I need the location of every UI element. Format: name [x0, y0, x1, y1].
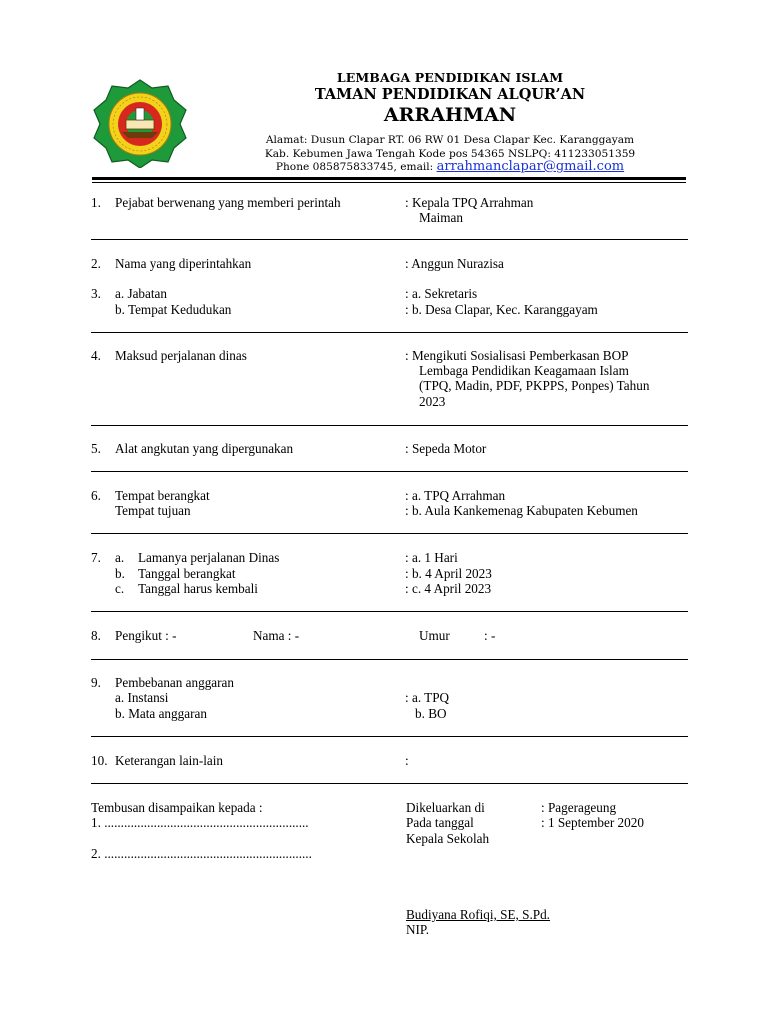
issued-at-label: Dikeluarkan di: [406, 800, 485, 815]
signer-name: Budiyana Rofiqi, SE, S.Pd.: [406, 907, 550, 922]
item-7-letter-c: c.: [115, 581, 125, 596]
email-link[interactable]: arrahmanclapar@gmail.com: [436, 159, 625, 174]
item-2-number: 2.: [91, 256, 101, 271]
item-9-value-a: : a. TPQ: [405, 690, 450, 705]
letterhead-address-2: Kab. Kebumen Jawa Tengah Kode pos 54365 NSLPQ: 411233051359: [264, 148, 636, 160]
item-6-number: 6.: [91, 488, 101, 503]
item-2-label: Nama yang diperintahkan: [115, 256, 252, 271]
item-8-umur-label: Umur: [419, 628, 450, 643]
item-4-label: Maksud perjalanan dinas: [115, 348, 247, 363]
signer-nip: NIP.: [406, 922, 430, 937]
letterhead-subtitle: TAMAN PENDIDIKAN ALQUR’AN: [314, 86, 586, 103]
item-9-label: Pembebanan anggaran: [115, 675, 235, 690]
item-7-label-a: Lamanya perjalanan Dinas: [138, 550, 280, 565]
issued-at-value: : Pagerageung: [541, 800, 617, 815]
tembusan-line-2: 2. ...............................................................: [91, 846, 312, 861]
item-8-pengikut: Pengikut : -: [115, 628, 177, 643]
item-7-number: 7.: [91, 550, 101, 565]
divider: [91, 471, 688, 472]
divider: [91, 533, 688, 534]
divider: [91, 783, 688, 784]
item-10-label: Keterangan lain-lain: [115, 753, 224, 768]
item-8-nama: Nama : -: [253, 628, 300, 643]
issued-date-label: Pada tanggal: [406, 815, 474, 830]
item-3-label-b: b. Tempat Kedudukan: [115, 302, 232, 317]
item-5-label: Alat angkutan yang dipergunakan: [115, 441, 294, 456]
item-4-value-1: : Mengikuti Sosialisasi Pemberkasan BOP: [405, 348, 629, 363]
item-9-label-b: b. Mata anggaran: [115, 706, 207, 721]
item-3-value-a: : a. Sekretaris: [405, 286, 478, 301]
item-9-number: 9.: [91, 675, 101, 690]
signer-title: Kepala Sekolah: [406, 831, 490, 846]
phone-text: Phone 085875833745, email:: [275, 161, 437, 173]
item-7-label-c: Tanggal harus kembali: [138, 581, 258, 596]
item-6-label-a: Tempat berangkat: [115, 488, 210, 503]
divider: [91, 332, 688, 333]
letterhead-contact: [230, 160, 670, 174]
item-6-label-b: Tempat tujuan: [115, 503, 191, 518]
item-9-label-a: a. Instansi: [115, 690, 169, 705]
item-8-number: 8.: [91, 628, 101, 643]
letterhead-address-1: Alamat: Dusun Clapar RT. 06 RW 01 Desa Clapar Kec. Karanggayam: [265, 134, 635, 146]
item-3-number: 3.: [91, 286, 101, 301]
item-4-number: 4.: [91, 348, 101, 363]
item-1-number: 1.: [91, 195, 101, 210]
letterhead-rule: [92, 177, 686, 180]
tembusan-line-1: 1. ..............................................................: [91, 815, 309, 830]
item-3-label-a: a. Jabatan: [115, 286, 167, 301]
item-4-value-2: Lembaga Pendidikan Keagamaan Islam: [419, 363, 629, 378]
item-3-value-b: : b. Desa Clapar, Kec. Karanggayam: [405, 302, 598, 317]
letterhead-rule-thin: [92, 182, 686, 183]
divider: [91, 425, 688, 426]
item-7-letter-a: a.: [115, 550, 125, 565]
item-8-umur-value: : -: [484, 628, 496, 643]
letterhead-institution: LEMBAGA PENDIDIKAN ISLAM: [336, 70, 564, 85]
divider: [91, 239, 688, 240]
item-6-value-a: : a. TPQ Arrahman: [405, 488, 506, 503]
divider: [91, 736, 688, 737]
school-crest-icon: [92, 78, 188, 168]
item-6-value-b: : b. Aula Kankemenag Kabupaten Kebumen: [405, 503, 638, 518]
issued-date-value: : 1 September 2020: [541, 815, 644, 830]
item-2-value: : Anggun Nurazisa: [405, 256, 504, 271]
letterhead-name: ARRAHMAN: [383, 104, 517, 126]
item-7-label-b: Tanggal berangkat: [138, 566, 236, 581]
item-10-number: 10.: [91, 753, 108, 768]
item-1-value-2: Maiman: [419, 210, 463, 225]
item-4-value-3: (TPQ, Madin, PDF, PKPPS, Ponpes) Tahun: [419, 378, 650, 393]
item-10-value: :: [405, 753, 409, 768]
divider: [91, 659, 688, 660]
item-1-label: Pejabat berwenang yang memberi perintah: [115, 195, 341, 210]
item-7-value-b: : b. 4 April 2023: [405, 566, 492, 581]
divider: [91, 611, 688, 612]
item-5-number: 5.: [91, 441, 101, 456]
item-5-value: : Sepeda Motor: [405, 441, 487, 456]
item-4-value-4: 2023: [419, 394, 446, 409]
tembusan-heading: Tembusan disampaikan kepada :: [91, 800, 263, 815]
item-1-value: : Kepala TPQ Arrahman: [405, 195, 534, 210]
item-7-value-c: : c. 4 April 2023: [405, 581, 492, 596]
item-7-value-a: : a. 1 Hari: [405, 550, 458, 565]
item-9-value-b: b. BO: [415, 706, 447, 721]
item-7-letter-b: b.: [115, 566, 125, 581]
